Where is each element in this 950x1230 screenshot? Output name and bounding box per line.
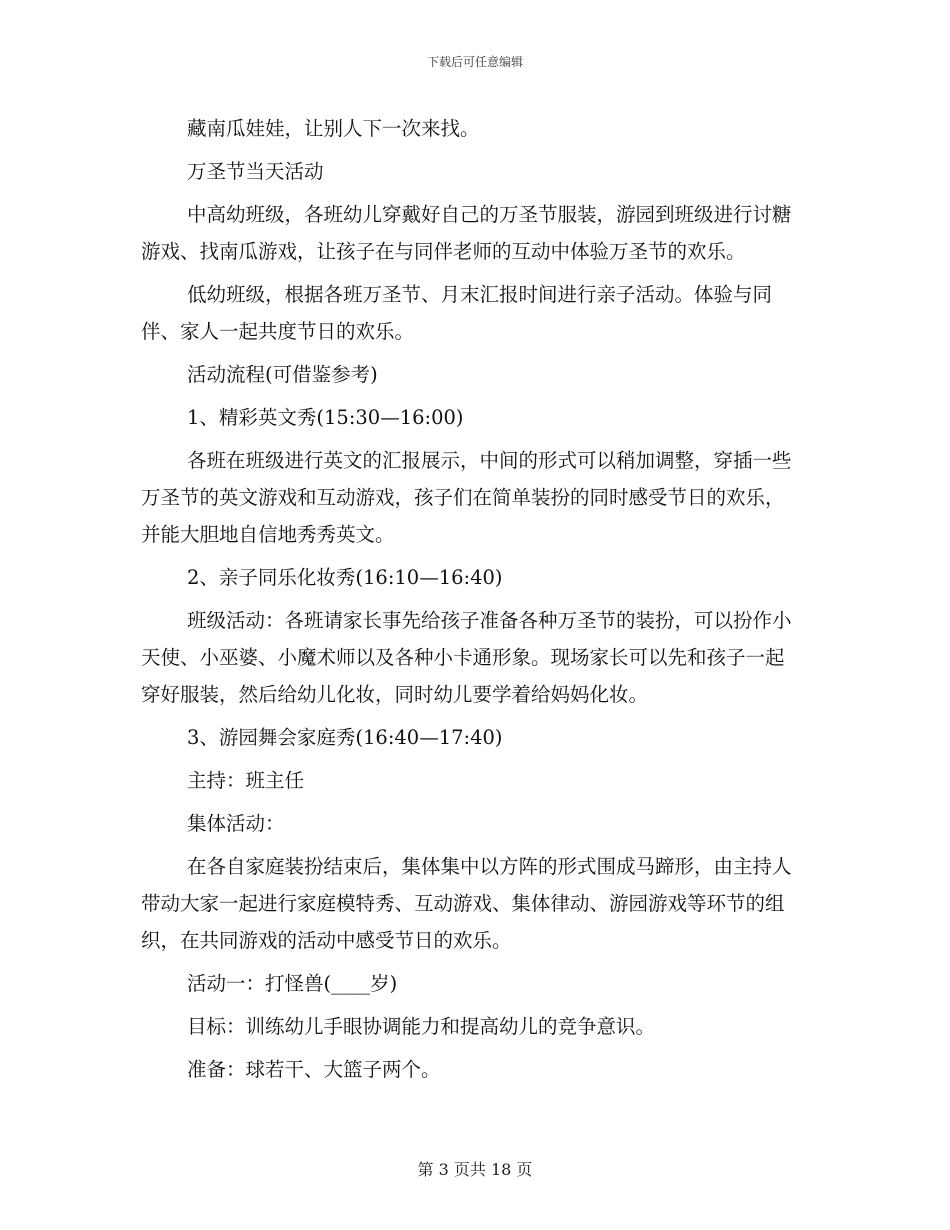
paragraph: 各班在班级进行英文的汇报展示，中间的形式可以稍加调整，穿插一些万圣节的英文游戏和互动游戏，孩子们在简单装扮的同时感受节日的欢乐，并能大胆地自信地秀秀英文。 xyxy=(141,449,792,546)
paragraph: 目标：训练幼儿手眼协调能力和提高幼儿的竞争意识。 xyxy=(187,1015,656,1038)
page-header: 下载后可任意编辑 xyxy=(426,55,523,69)
paragraph: 准备：球若干、大篮子两个。 xyxy=(187,1058,441,1081)
paragraph: 班级活动：各班请家长事先给孩子准备各种万圣节的装扮，可以扮作小天使、小巫婆、小魔术师以及各种小卡通形象。现场家长可以先和孩子一起穿好服装，然后给幼儿化妆，同时幼儿要学着给妈妈化妆。 xyxy=(141,609,792,706)
section-heading: 活动流程(可借鉴参考) xyxy=(187,363,378,386)
paragraph: 集体活动： xyxy=(187,812,285,835)
paragraph: 中高幼班级，各班幼儿穿戴好自己的万圣节服装，游园到班级进行讨糖游戏、找南瓜游戏，让孩子在与同伴老师的互动中体验万圣节的欢乐。 xyxy=(141,203,792,263)
section-heading: 1、精彩英文秀(15:30—16:00) xyxy=(187,406,464,429)
paragraph: 在各自家庭装扮结束后，集体集中以方阵的形式围成马蹄形，由主持人带动大家一起进行家庭模特秀、互动游戏、集体律动、游园游戏等环节的组织，在共同游戏的活动中感受节日的欢乐。 xyxy=(141,855,792,952)
section-heading: 2、亲子同乐化妆秀(16:10—16:40) xyxy=(187,566,503,589)
document-body xyxy=(141,110,801,1088)
section-heading: 3、游园舞会家庭秀(16:40—17:40) xyxy=(187,726,503,749)
paragraph: 主持：班主任 xyxy=(187,769,305,792)
paragraph: 活动一：打怪兽(____岁) xyxy=(187,972,398,995)
page-footer: 第 3 页共 18 页 xyxy=(417,1160,533,1179)
paragraph: 低幼班级，根据各班万圣节、月末汇报时间进行亲子活动。体验与同伴、家人一起共度节日的欢乐。 xyxy=(141,283,773,343)
paragraph: 万圣节当天活动 xyxy=(187,160,324,183)
paragraph: 藏南瓜娃娃，让别人下一次来找。 xyxy=(187,117,480,140)
